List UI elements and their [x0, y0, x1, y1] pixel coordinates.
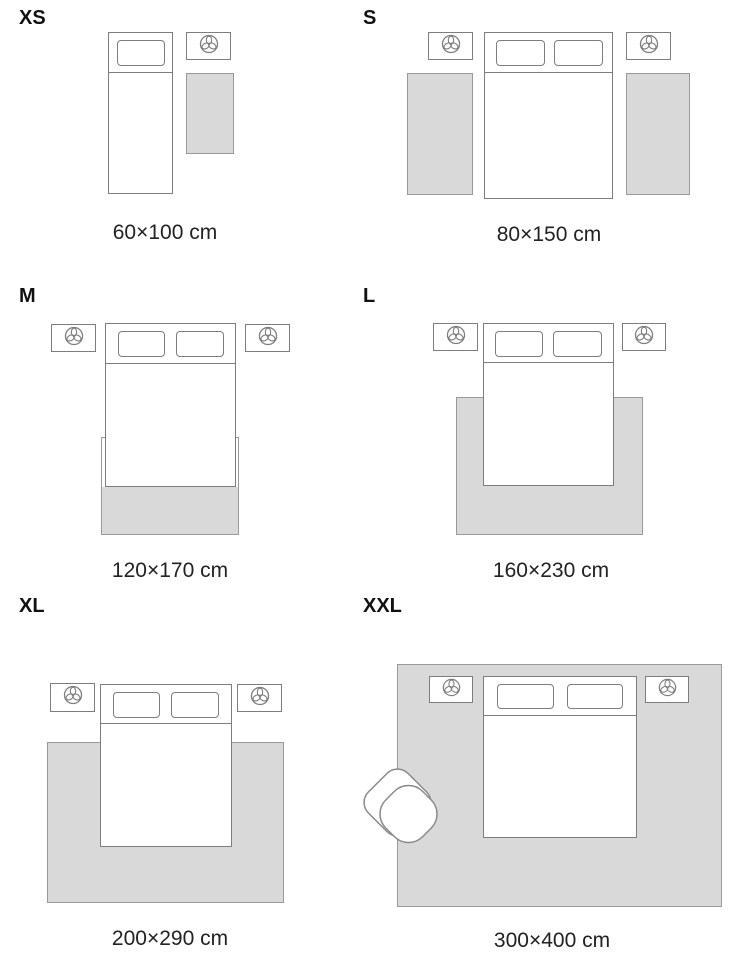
bed-headboard	[101, 685, 231, 724]
double-bed	[483, 676, 637, 838]
nightstand	[645, 676, 689, 703]
pillow	[117, 40, 165, 66]
rug	[186, 73, 234, 154]
rug-dimensions-label: 80×150 cm	[496, 223, 602, 246]
nightstand	[626, 32, 671, 60]
double-bed	[105, 323, 236, 487]
pillow	[171, 692, 219, 718]
rug-dimensions-label: 60×100 cm	[112, 221, 218, 244]
size-label: XXL	[363, 595, 402, 617]
plant-icon	[198, 33, 220, 60]
nightstand	[50, 683, 95, 712]
size-panel-xl	[0, 590, 360, 960]
size-label: XL	[19, 595, 45, 617]
size-label: S	[363, 7, 377, 29]
plant-icon	[63, 325, 85, 352]
plant-icon	[62, 684, 84, 711]
pillow	[176, 331, 224, 357]
pillow	[497, 684, 554, 709]
plant-icon	[633, 324, 655, 351]
armchair-icon	[355, 760, 445, 850]
size-panel-s	[360, 0, 740, 260]
bed-headboard	[484, 677, 636, 716]
plant-icon	[440, 33, 462, 60]
nightstand	[622, 323, 666, 351]
size-panel-xxl	[360, 590, 740, 960]
plant-icon	[441, 677, 462, 703]
rug-runner-right	[626, 73, 690, 195]
rug-dimensions-label: 200×290 cm	[111, 927, 229, 950]
double-bed	[100, 684, 232, 847]
plant-icon	[249, 685, 271, 712]
size-panel-l	[360, 280, 740, 590]
nightstand	[433, 323, 478, 351]
pillow	[496, 40, 545, 66]
pillow	[495, 331, 543, 357]
single-bed	[108, 32, 173, 194]
size-label: M	[19, 285, 36, 307]
size-panel-xs	[0, 0, 360, 260]
size-label: L	[363, 285, 376, 307]
plant-icon	[657, 677, 678, 703]
pillow	[567, 684, 623, 709]
double-bed	[483, 323, 614, 486]
plant-icon	[445, 324, 467, 351]
pillow	[553, 331, 602, 357]
nightstand	[429, 676, 473, 703]
rug-runner-left	[407, 73, 473, 195]
nightstand	[186, 32, 231, 60]
bed-headboard	[485, 33, 612, 73]
bed-headboard	[106, 324, 235, 364]
double-bed	[484, 32, 613, 199]
nightstand	[428, 32, 473, 60]
plant-icon	[638, 33, 660, 60]
size-panel-m	[0, 280, 360, 590]
nightstand	[237, 684, 282, 712]
nightstand	[51, 324, 96, 352]
rug-dimensions-label: 160×230 cm	[492, 559, 610, 582]
pillow	[554, 40, 603, 66]
nightstand	[245, 324, 290, 352]
rug-dimensions-label: 300×400 cm	[493, 929, 611, 952]
bed-headboard	[484, 324, 613, 363]
rug-dimensions-label: 120×170 cm	[111, 559, 229, 582]
pillow	[118, 331, 165, 357]
plant-icon	[257, 325, 279, 352]
bed-headboard	[109, 33, 172, 73]
pillow	[113, 692, 160, 718]
size-label: XS	[19, 7, 46, 29]
